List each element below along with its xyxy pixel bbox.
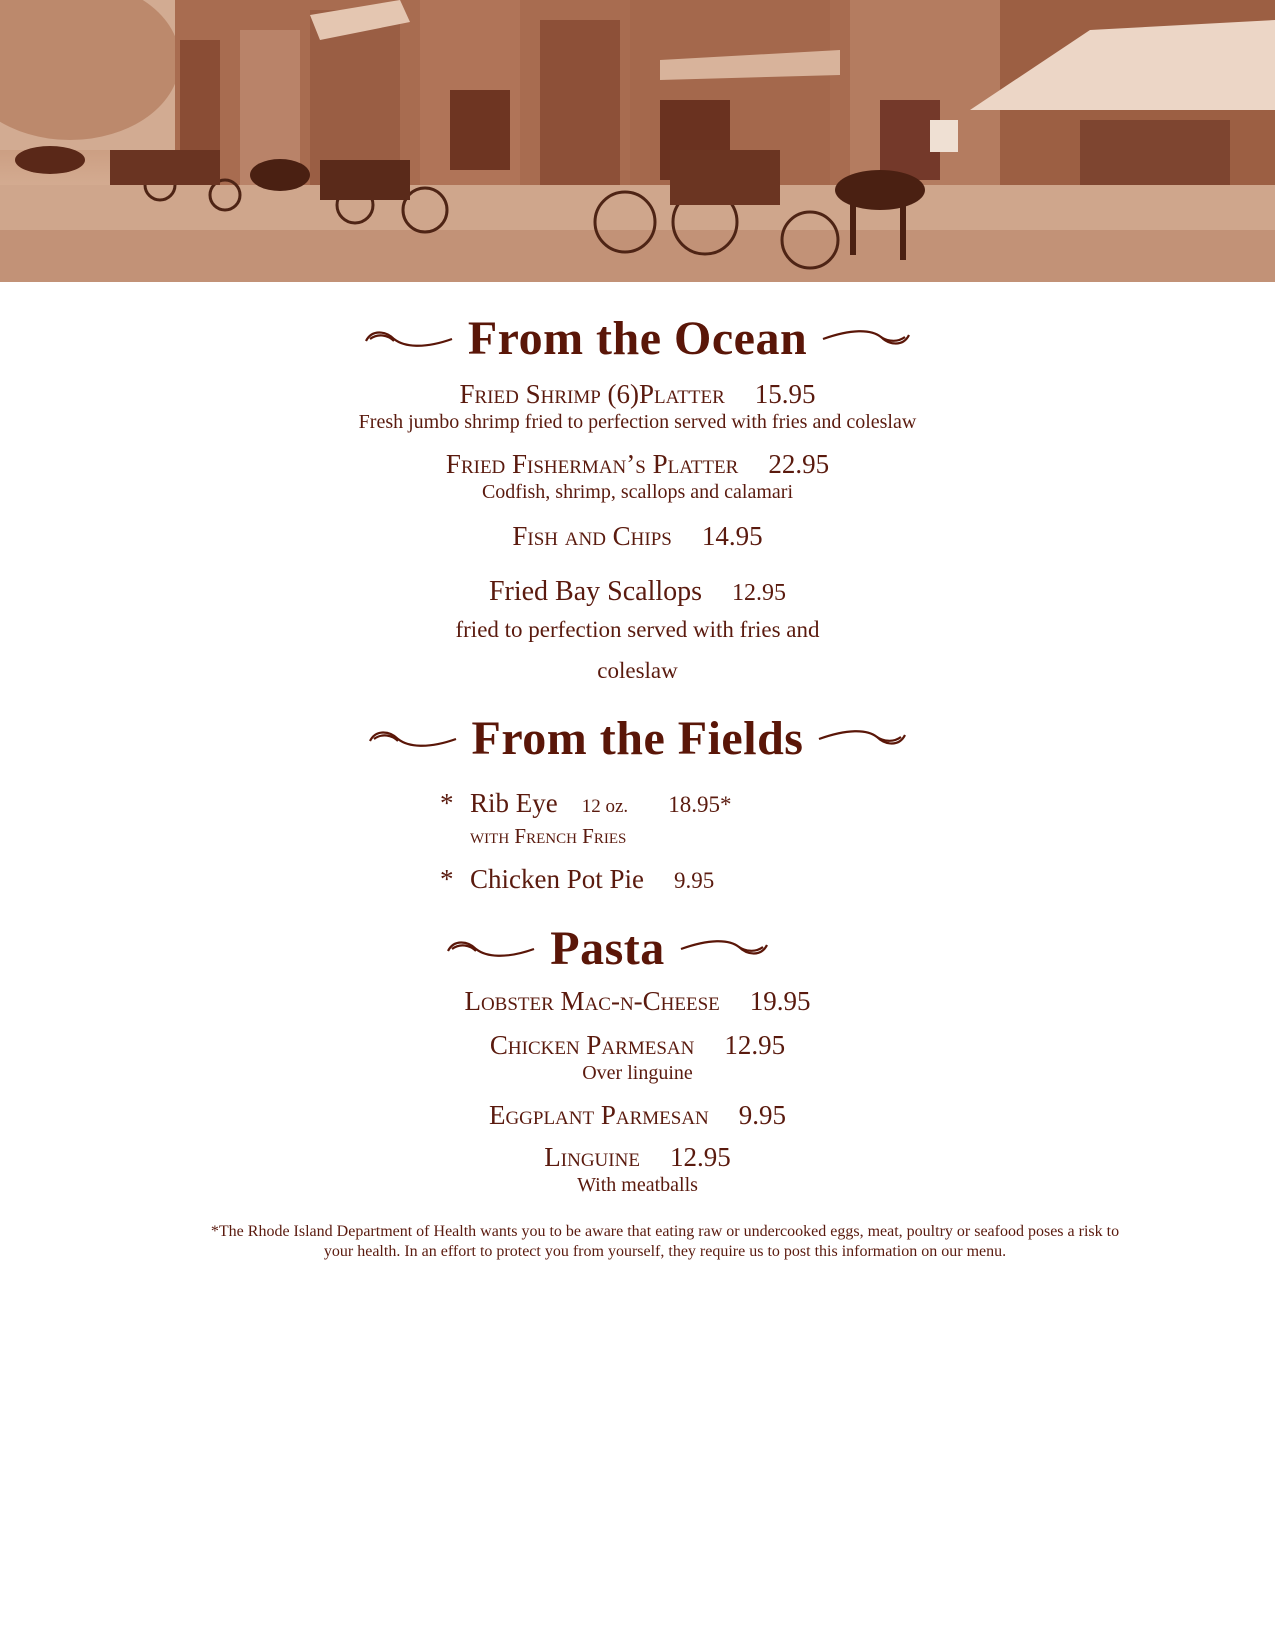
health-disclaimer: *The Rhode Island Department of Health wants you to be aware that eating raw or undercooked eggs, meat, poultry or seafood poses a risk to your health. In an effort to protect you from yourself, they require us to post this information on our menu.: [210, 1223, 1120, 1260]
bullet-star: *: [440, 864, 454, 894]
menu-item: [0, 1099, 1275, 1131]
menu-body: [0, 282, 1275, 1197]
section-title: From the Fields: [471, 711, 804, 765]
menu-item: [0, 576, 1275, 691]
item-description: Over linguine: [582, 1062, 693, 1084]
item-description: fried to perfection served with fries and: [455, 617, 820, 642]
item-description: coleslaw: [597, 658, 678, 683]
item-name: Fried Bay Scallops: [488, 576, 703, 607]
flourish-left-icon: [364, 327, 456, 349]
section-heading-pasta: [0, 919, 1275, 977]
item-price: 22.95: [768, 449, 830, 479]
bullet-star: *: [440, 788, 454, 818]
flourish-left-icon: [368, 727, 460, 749]
fields-list: [440, 787, 940, 897]
item-name: Fried Fisherman’s Platter: [445, 449, 739, 479]
section-heading-ocean: [0, 310, 1275, 366]
item-name: Eggplant Parmesan: [488, 1100, 709, 1130]
item-price: 12.95: [669, 1142, 731, 1172]
item-price: 9.95: [674, 868, 715, 893]
menu-item: [0, 1141, 1275, 1197]
menu-item: [0, 985, 1275, 1017]
section-heading-fields: [0, 709, 1275, 767]
menu-item: [0, 520, 1275, 552]
item-price: 19.95: [749, 986, 811, 1016]
item-description: with French Fries: [470, 824, 627, 848]
item-price: 14.95: [701, 521, 763, 551]
menu-item: [0, 448, 1275, 504]
flourish-left-icon: [446, 937, 538, 959]
item-description: Fresh jumbo shrimp fried to perfection served with fries and coleslaw: [358, 411, 917, 433]
item-name: Chicken Parmesan: [489, 1030, 695, 1060]
item-description: With meatballs: [577, 1174, 698, 1196]
flourish-right-icon: [815, 727, 907, 749]
item-name: Rib Eye: [470, 788, 558, 818]
menu-item: [440, 863, 940, 897]
flourish-right-icon: [819, 327, 911, 349]
item-name: Lobster Mac-n-Cheese: [464, 986, 720, 1016]
item-price: 12.95: [732, 580, 787, 606]
flourish-right-icon: [677, 937, 769, 959]
item-size: 12 oz.: [581, 796, 629, 817]
item-name: Fried Shrimp (6)Platter: [459, 379, 725, 409]
item-name: Fish and Chips: [512, 521, 672, 551]
item-description: Codfish, shrimp, scallops and calamari: [481, 481, 794, 503]
item-price: 12.95: [724, 1030, 786, 1060]
header-banner-photo: [0, 0, 1275, 282]
item-price: 15.95: [754, 379, 816, 409]
item-price: 18.95*: [668, 792, 732, 817]
menu-item: [0, 378, 1275, 434]
menu-item: [0, 1029, 1275, 1085]
section-title: Pasta: [550, 921, 665, 975]
item-name: Chicken Pot Pie: [470, 864, 644, 894]
menu-item: [440, 787, 940, 823]
item-name: Linguine: [544, 1142, 640, 1172]
section-title: From the Ocean: [467, 311, 808, 365]
item-price: 9.95: [738, 1100, 787, 1130]
